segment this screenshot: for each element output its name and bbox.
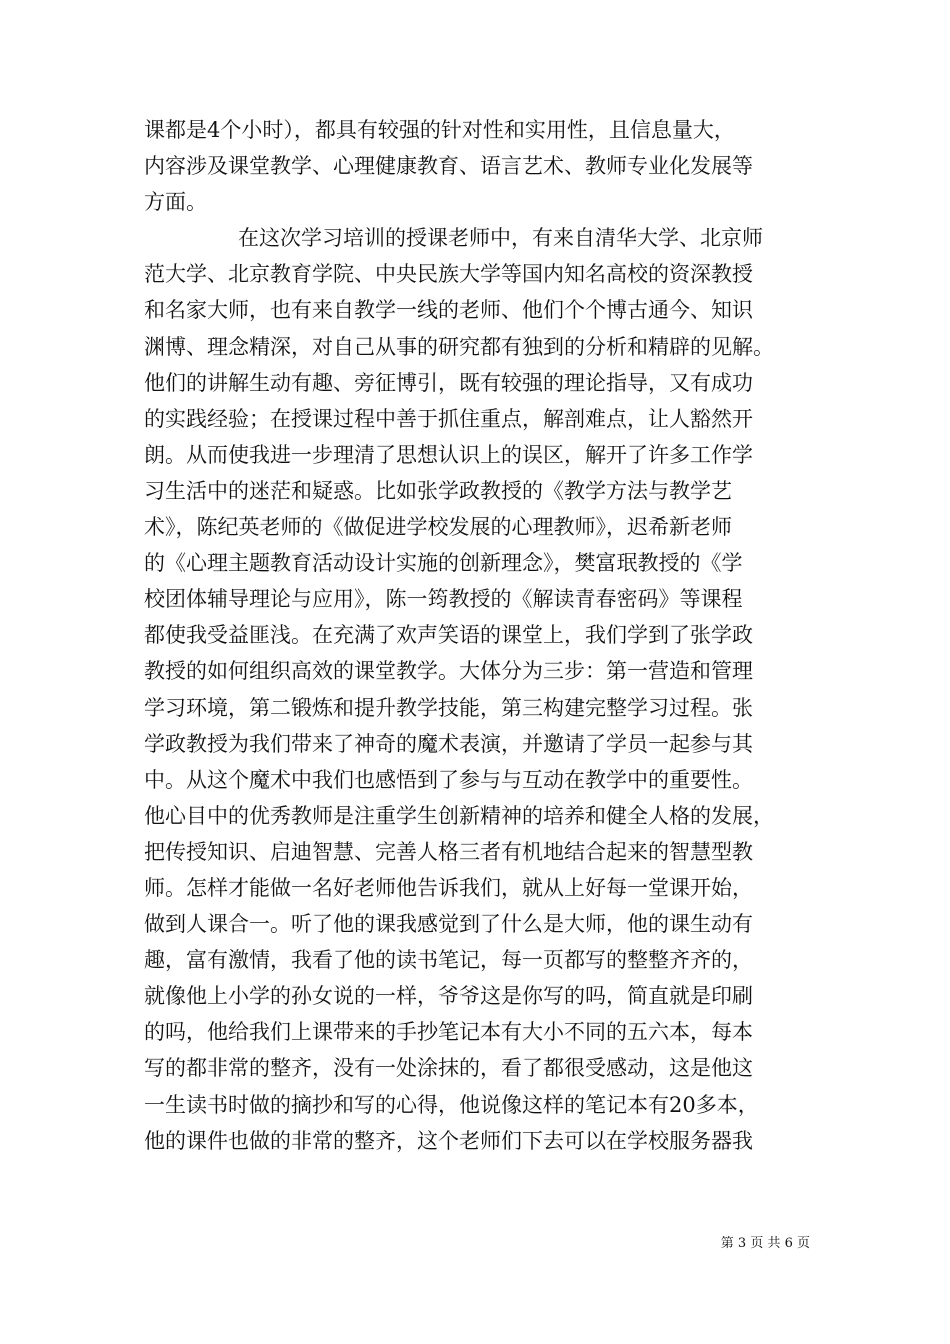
text-line: 一生读书时做的摘抄和写的心得，他说像这样的笔记本有20多本， [144,1092,759,1117]
text-line: 把传授知识、启迪智慧、完善人格三者有机地结合起来的智慧型教 [144,839,753,864]
text-line: 的《心理主题教育活动设计实施的创新理念》，樊富珉教授的《学 [144,551,743,576]
text-line: 做到人课合一。听了他的课我感觉到了什么是大师，他的课生动有 [144,912,753,937]
text-line: 学政教授为我们带来了神奇的魔术表演，并邀请了学员一起参与其 [144,731,753,756]
text-line: 习生活中的迷茫和疑惑。比如张学政教授的《教学方法与教学艺 [144,478,732,503]
text-line: 方面。 [144,190,207,215]
text-line: 就像他上小学的孙女说的一样，爷爷这是你写的吗，简直就是印刷 [144,984,753,1009]
text-line: 和名家大师，也有来自教学一线的老师、他们个个博古通今、知识 [144,298,753,323]
text-line: 中。从这个魔术中我们也感悟到了参与与互动在教学中的重要性。 [144,767,753,792]
text-line: 渊博、理念精深，对自己从事的研究都有独到的分析和精辟的见解。 [144,334,774,359]
text-line: 校团体辅导理论与应用》，陈一筠教授的《解读青春密码》等课程 [144,587,743,612]
text-line: 朗。从而使我进一步理清了思想认识上的误区，解开了许多工作学 [144,442,753,467]
text-line: 都使我受益匪浅。在充满了欢声笑语的课堂上，我们学到了张学政 [144,623,753,648]
text-line: 趣，富有激情，我看了他的读书笔记，每一页都写的整整齐齐的， [144,948,753,973]
text-line: 的实践经验；在授课过程中善于抓住重点，解剖难点，让人豁然开 [144,406,753,431]
text-line: 教授的如何组织高效的课堂教学。大体分为三步：第一营造和管理 [144,659,753,684]
text-line: 学习环境，第二锻炼和提升教学技能，第三构建完整学习过程。张 [144,695,753,720]
body-text [144,112,804,1159]
text-line: 范大学、北京教育学院、中央民族大学等国内知名高校的资深教授 [144,262,753,287]
page-number-footer: 第 3 页 共 6 页 [720,1236,810,1251]
text-line: 内容涉及课堂教学、心理健康教育、语言艺术、教师专业化发展等 [144,154,753,179]
text-line: 他的课件也做的非常的整齐，这个老师们下去可以在学校服务器我 [144,1128,753,1153]
paragraph-first-line: 在这次学习培训的授课老师中，有来自清华大学、北京师 [238,226,763,251]
text-line: 他心目中的优秀教师是注重学生创新精神的培养和健全人格的发展， [144,803,774,828]
text-line: 写的都非常的整齐，没有一处涂抹的，看了都很受感动，这是他这 [144,1056,753,1081]
text-line: 师。怎样才能做一名好老师他告诉我们，就从上好每一堂课开始， [144,875,753,900]
text-line: 课都是4个小时），都具有较强的针对性和实用性，且信息量大， [144,118,735,142]
text-line: 他们的讲解生动有趣、旁征博引，既有较强的理论指导，又有成功 [144,370,753,395]
text-line: 的吗，他给我们上课带来的手抄笔记本有大小不同的五六本，每本 [144,1020,753,1045]
text-line: 术》，陈纪英老师的《做促进学校发展的心理教师》，迟希新老师 [144,515,732,540]
